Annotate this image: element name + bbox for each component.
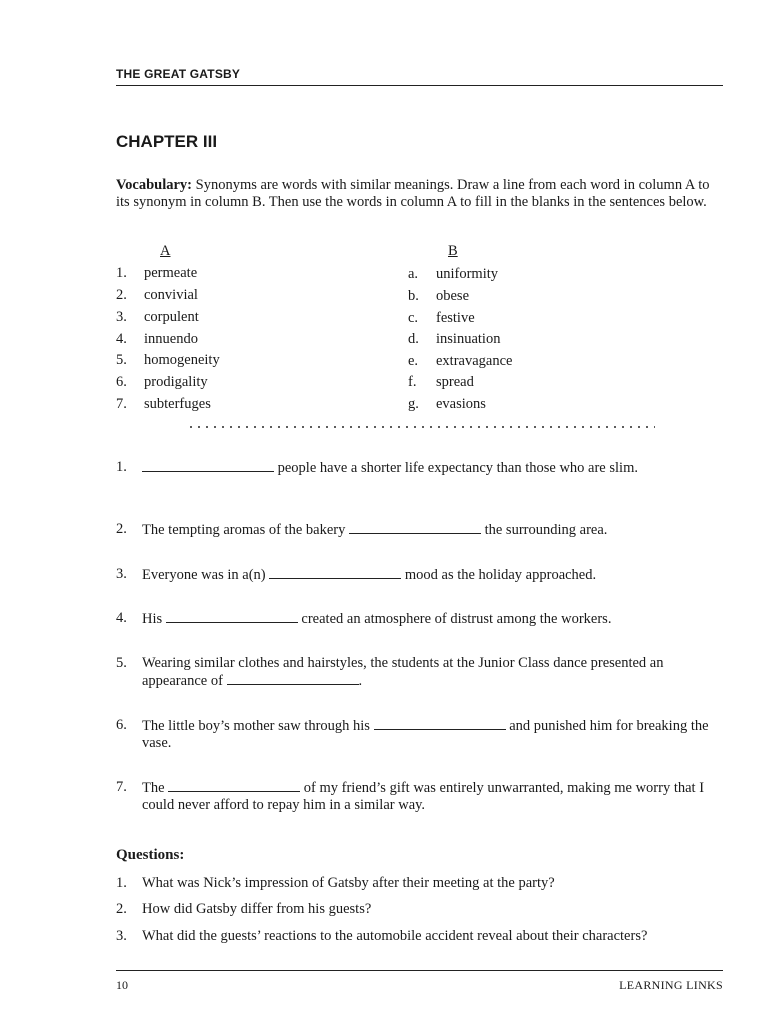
item-number: 4.	[116, 331, 127, 347]
item-number: 2.	[116, 287, 127, 303]
sentence-text-after: and punished him for breaking the vase.	[142, 718, 709, 751]
item-letter: f.	[408, 374, 417, 390]
fill-in-sentence	[116, 717, 726, 751]
sentence-number: 5.	[116, 655, 127, 671]
answer-blank[interactable]	[374, 717, 506, 730]
sentence-text-before: The	[142, 780, 169, 796]
item-word: obese	[436, 288, 470, 304]
item-word: permeate	[144, 265, 198, 281]
answer-blank[interactable]	[349, 521, 481, 534]
sentence-text-after: the surrounding area.	[480, 522, 608, 538]
fill-in-sentence	[116, 459, 726, 477]
comprehension-question	[116, 928, 726, 944]
item-word: subterfuges	[144, 396, 211, 412]
item-word: evasions	[436, 396, 486, 412]
item-word: spread	[436, 374, 474, 390]
item-word: uniformity	[436, 266, 499, 282]
dotted-divider	[187, 426, 655, 428]
question-number: 3.	[116, 928, 127, 944]
item-word: insinuation	[436, 331, 501, 347]
vocabulary-instructions-text: Synonyms are words with similar meanings. Draw a line from each word in column A to its synonym in column B. Then use the words in column A to fill in the blanks in the sentences below.	[116, 177, 710, 210]
sentence-text-after: .	[358, 672, 363, 689]
sentence-number: 1.	[116, 459, 127, 475]
column-a-heading: A	[160, 243, 171, 259]
publisher-brand: LEARNING LINKS	[619, 978, 723, 992]
item-word: corpulent	[144, 309, 199, 325]
item-word: prodigality	[144, 374, 208, 390]
question-text: What did the guests’ reactions to the automobile accident reveal about their characters?	[142, 928, 648, 944]
question-number: 1.	[116, 875, 127, 891]
sentence-text-before: His	[142, 611, 166, 627]
item-letter: d.	[408, 331, 419, 347]
fill-in-sentence	[116, 655, 726, 689]
sentence-number: 3.	[116, 566, 127, 582]
question-text: What was Nick’s impression of Gatsby after their meeting at the party?	[142, 875, 555, 891]
questions-heading: Questions:	[116, 847, 185, 863]
sentence-text-before: Wearing similar clothes and hairstyles, the students at the Junior Class dance presented an appearance of	[142, 655, 664, 689]
item-word: festive	[436, 310, 475, 326]
fill-in-sentence	[116, 566, 726, 584]
question-number: 2.	[116, 901, 127, 917]
item-letter: b.	[408, 288, 419, 304]
page-number: 10	[116, 978, 128, 992]
sentence-text-after: of my friend’s gift was entirely unwarranted, making me worry that I could never afford to repay him in a similar way.	[142, 780, 705, 813]
comprehension-question	[116, 901, 726, 917]
comprehension-question	[116, 875, 726, 891]
item-number: 5.	[116, 352, 127, 368]
item-number: 6.	[116, 374, 127, 390]
footer-rule	[116, 970, 723, 971]
question-text: How did Gatsby differ from his guests?	[142, 901, 372, 917]
answer-blank[interactable]	[168, 779, 300, 792]
item-letter: c.	[408, 310, 419, 326]
vocabulary-instructions	[116, 177, 726, 210]
sentence-text-before: The tempting aromas of the bakery	[142, 522, 349, 538]
answer-blank[interactable]	[142, 459, 274, 472]
answer-blank[interactable]	[166, 610, 298, 623]
item-number: 1.	[116, 265, 127, 281]
fill-in-sentence	[116, 521, 726, 539]
header-rule	[116, 85, 723, 86]
item-letter: g.	[408, 396, 419, 412]
column-b-heading: B	[448, 243, 458, 259]
item-word: extravagance	[436, 353, 513, 369]
item-letter: a.	[408, 266, 419, 282]
sentence-text-after: created an atmosphere of distrust among the workers.	[297, 611, 612, 627]
sentence-number: 7.	[116, 779, 127, 795]
running-title: THE GREAT GATSBY	[116, 67, 241, 81]
vocabulary-label: Vocabulary:	[116, 177, 192, 193]
sentence-text-before: Everyone was in a(n)	[142, 567, 270, 583]
fill-in-sentence	[116, 610, 726, 628]
item-number: 3.	[116, 309, 127, 325]
chapter-title: CHAPTER III	[116, 132, 218, 151]
sentence-text-before: The little boy’s mother saw through his	[142, 718, 374, 734]
answer-blank[interactable]	[269, 566, 401, 579]
sentence-text-after: people have a shorter life expectancy than those who are slim.	[274, 460, 638, 476]
item-word: innuendo	[144, 331, 198, 347]
item-word: convivial	[144, 287, 198, 303]
fill-in-sentence	[116, 779, 726, 813]
item-letter: e.	[408, 353, 419, 369]
item-word: homogeneity	[144, 352, 220, 368]
item-number: 7.	[116, 396, 127, 412]
sentence-text-after: mood as the holiday approached.	[401, 567, 597, 583]
sentence-number: 4.	[116, 610, 127, 626]
answer-blank[interactable]	[227, 672, 359, 685]
sentence-number: 6.	[116, 717, 127, 733]
sentence-number: 2.	[116, 521, 127, 537]
